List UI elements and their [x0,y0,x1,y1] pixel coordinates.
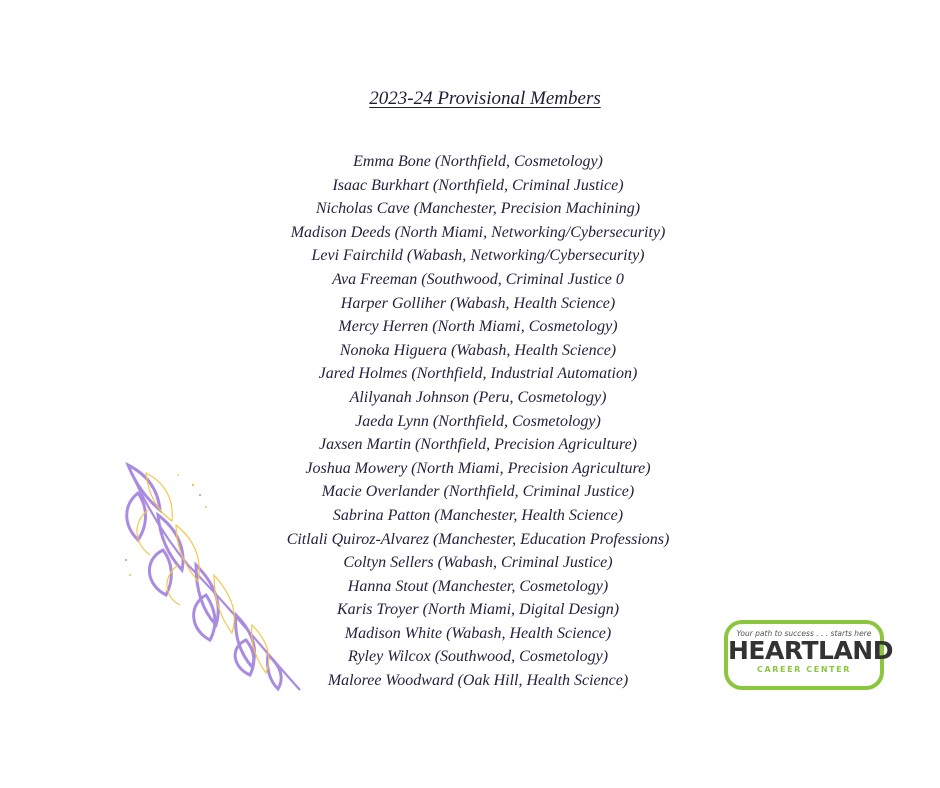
lavender-leaf-sprig-icon [118,455,308,695]
heartland-logo [724,620,893,690]
member-entry: Hanna Stout (Manchester, Cosmetology) [347,577,609,595]
member-entry: Jared Holmes (Northfield, Industrial Automation) [318,365,638,383]
member-entry: Nicholas Cave (Manchester, Precision Machining) [315,200,641,218]
member-entry: Madison White (Wabash, Health Science) [344,624,612,642]
member-entry: Karis Troyer (North Miami, Digital Design) [336,601,620,619]
member-entry: Madison Deeds (North Miami, Networking/Cybersecurity) [290,223,666,241]
member-entry: Sabrina Patton (Manchester, Health Science) [332,506,624,524]
member-entry: Ryley Wilcox (Southwood, Cosmetology) [347,648,609,666]
logo-tagline: Your path to success . . . starts here [736,629,872,638]
member-entry: Maloree Woodward (Oak Hill, Health Science) [327,672,629,690]
member-entry: Isaac Burkhart (Northfield, Criminal Justice) [332,176,624,194]
member-entry: Emma Bone (Northfield, Cosmetology) [353,153,603,170]
member-entry: Ava Freeman (Southwood, Criminal Justice 0 [332,270,624,288]
member-entry: Jaxsen Martin (Northfield, Precision Agriculture) [318,436,638,454]
member-entry: Joshua Mowery (North Miami, Precision Agriculture) [305,459,651,477]
member-entry: Macie Overlander (Northfield, Criminal Justice) [321,483,635,501]
member-entry: Citlali Quiroz-Alvarez (Manchester, Education Professions) [286,530,670,548]
member-entry: Mercy Herren (North Miami, Cosmetology) [338,318,618,336]
logo-name: HEARTLAND [728,636,893,665]
member-entry: Harper Golliher (Wabash, Health Science) [340,294,616,312]
member-entry: Alilyanah Johnson (Peru, Cosmetology) [349,388,607,406]
member-entry: Levi Fairchild (Wabash, Networking/Cybersecurity) [311,247,645,265]
member-entry: Nonoka Higuera (Wabash, Health Science) [339,341,617,359]
member-entry: Jaeda Lynn (Northfield, Cosmetology) [355,412,601,430]
page-title: 2023-24 Provisional Members [369,88,601,109]
member-entry: Coltyn Sellers (Wabash, Criminal Justice) [343,554,613,572]
logo-subtitle: CAREER CENTER [756,665,851,674]
